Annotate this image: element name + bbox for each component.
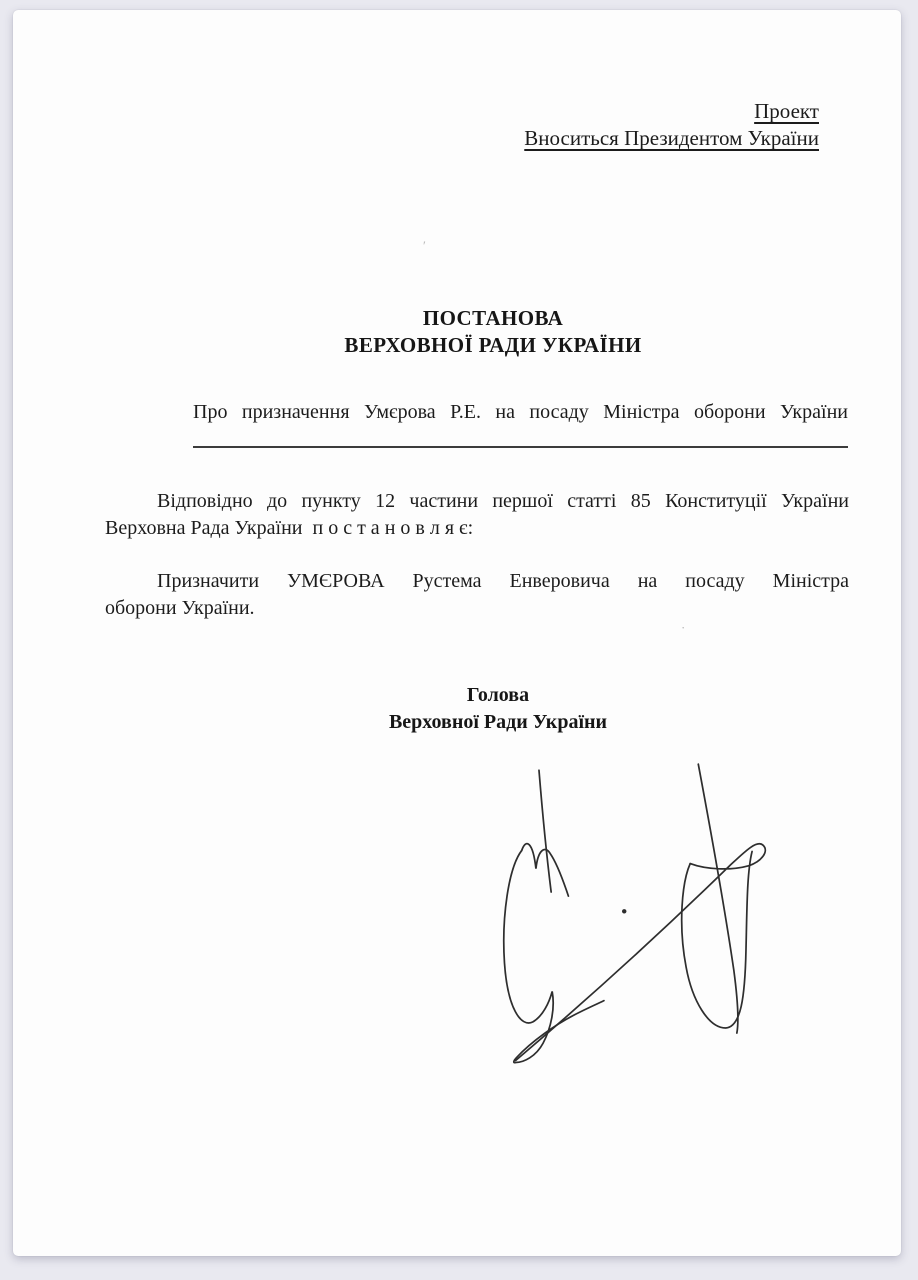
scan-artifact: ʹ (423, 238, 426, 253)
document-subject: Про призначення Умєрова Р.Е. на посаду Міністра оборони України (193, 401, 848, 423)
paragraph-preamble-line1: Відповідно до пункту 12 частини першої статті 85 Конституції України (157, 490, 849, 512)
paragraph-preamble (105, 488, 849, 542)
document-page (13, 10, 901, 1256)
paragraph-resolution-line2: оборони України. (105, 597, 255, 619)
signatory-position-line1: Голова (466, 684, 530, 706)
document-title (121, 305, 865, 359)
paragraph-resolution (105, 568, 849, 622)
document-title-line1: ПОСТАНОВА (422, 306, 564, 330)
signatory-block (126, 682, 870, 736)
handwritten-signature (491, 752, 796, 1097)
subject-underline-rule (193, 446, 848, 448)
document-header-right (524, 98, 819, 152)
submitted-by-label: Вноситься Президентом України (524, 126, 819, 150)
draft-label: Проект (754, 99, 819, 123)
paragraph-resolution-line1: Призначити УМЄРОВА Рустема Енверовича на посаду Міністра (157, 570, 849, 592)
scan-artifact: · (681, 620, 686, 635)
signatory-position-line2: Верховної Ради України (388, 711, 608, 733)
paragraph-preamble-line2: Верховна Рада України п о с т а н о в л я є: (105, 517, 474, 539)
document-title-line2: ВЕРХОВНОЇ РАДИ УКРАЇНИ (344, 333, 642, 357)
